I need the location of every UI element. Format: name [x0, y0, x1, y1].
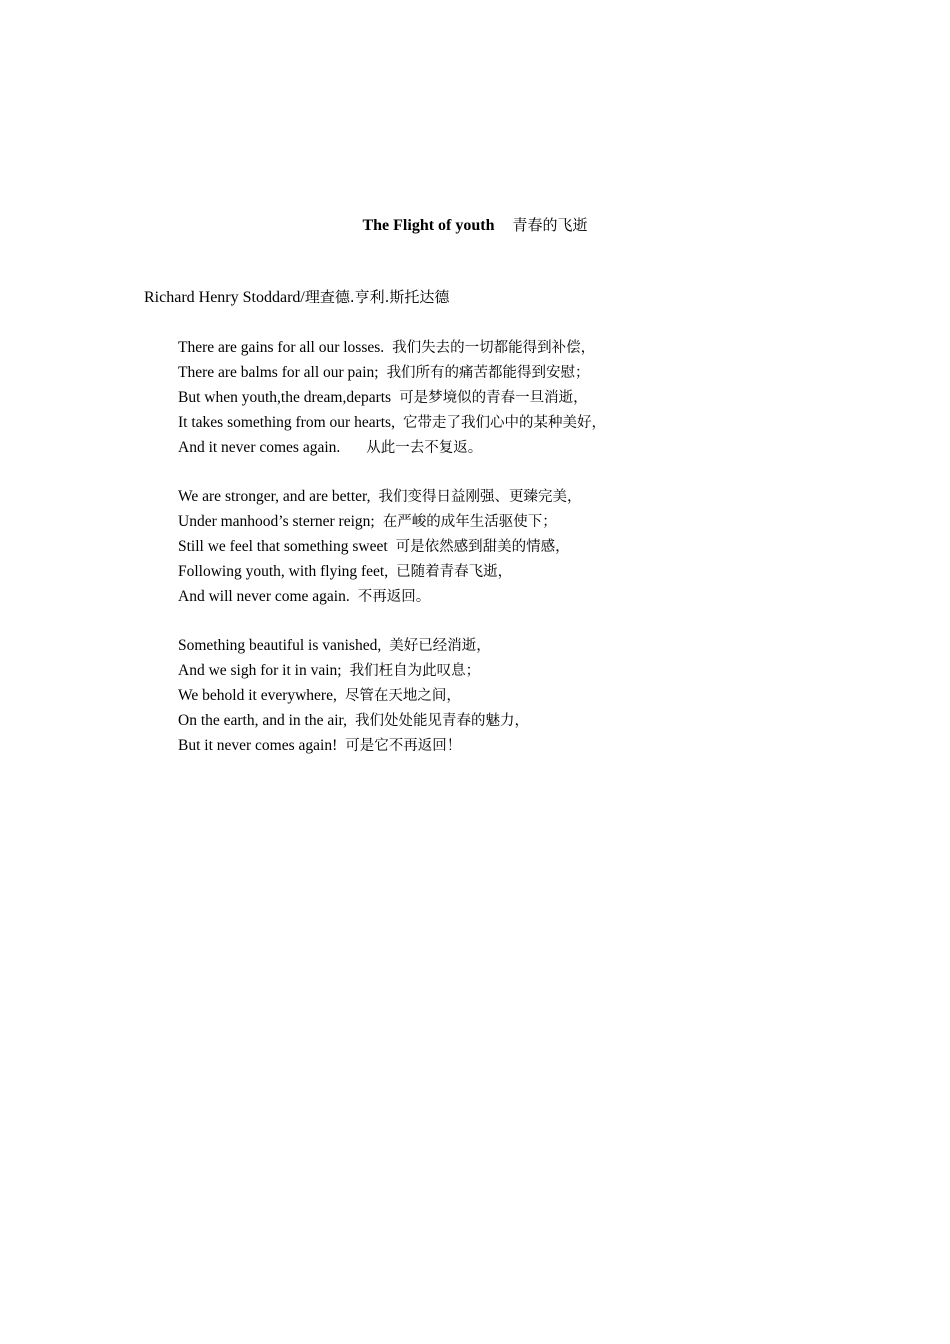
line-english: Still we feel that something sweet: [178, 538, 388, 555]
line-english: We behold it everywhere,: [178, 687, 337, 704]
line-english: There are gains for all our losses.: [178, 339, 385, 356]
author-name-chinese: 理查德.亨利.斯托达德: [304, 288, 450, 306]
poem-line: [178, 561, 798, 586]
poem-line: [178, 685, 798, 710]
poem-line: [178, 511, 798, 536]
line-chinese: 我们变得日益刚强、更臻完美，: [378, 489, 582, 505]
poem-line: [178, 635, 798, 660]
line-chinese: 我们枉自为此叹息；: [349, 663, 481, 679]
line-english: And will never come again.: [178, 588, 350, 605]
poem-line: [178, 437, 798, 462]
stanza-3: [178, 635, 798, 760]
line-english: We are stronger, and are better,: [178, 488, 371, 505]
author-line: [144, 286, 449, 309]
line-chinese: 从此一去不复返。: [366, 440, 483, 456]
line-chinese: 可是它不再返回！: [345, 738, 462, 754]
poem-line: [178, 660, 798, 685]
poem-line: [178, 412, 798, 437]
line-english: It takes something from our hearts,: [178, 414, 395, 431]
poem-line: [178, 387, 798, 412]
line-chinese: 可是梦境似的青春一旦消逝，: [399, 390, 588, 406]
poem-title: [0, 214, 950, 237]
poem-line: [178, 735, 798, 760]
line-english: Following youth, with flying feet,: [178, 563, 389, 580]
stanza-1: [178, 337, 798, 462]
author-name-english: Richard Henry Stoddard/: [144, 289, 305, 306]
poem-line: [178, 586, 798, 611]
poem-title-chinese: 青春的飞逝: [512, 216, 588, 234]
line-english: And it never comes again.: [178, 439, 341, 456]
stanza-2: [178, 486, 798, 611]
line-chinese: 我们失去的一切都能得到补偿，: [392, 340, 596, 356]
line-chinese: 已随着青春飞逝，: [396, 564, 513, 580]
line-chinese: 不再返回。: [357, 589, 431, 605]
line-english: Under manhood’s sterner reign;: [178, 513, 375, 530]
line-english: And we sigh for it in vain;: [178, 662, 342, 679]
line-chinese: 尽管在天地之间，: [344, 688, 461, 704]
line-chinese: 我们所有的痛苦都能得到安慰；: [386, 365, 590, 381]
line-english: Something beautiful is vanished,: [178, 637, 382, 654]
line-chinese: 我们处处能见青春的魅力，: [354, 713, 529, 729]
poem-title-english: The Flight of youth: [362, 217, 495, 234]
poem-line: [178, 486, 798, 511]
line-english: But when youth,the dream,departs: [178, 389, 392, 406]
line-chinese: 可是依然感到甜美的情感，: [395, 539, 570, 555]
line-english: On the earth, and in the air,: [178, 712, 347, 729]
line-english: There are balms for all our pain;: [178, 364, 379, 381]
poem-line: [178, 536, 798, 561]
line-chinese: 它带走了我们心中的某种美好，: [402, 415, 606, 431]
line-chinese: 美好已经消逝，: [389, 638, 491, 654]
poem-line: [178, 710, 798, 735]
line-english: But it never comes again!: [178, 737, 338, 754]
line-chinese: 在严峻的成年生活驱使下；: [382, 514, 557, 530]
poem-line: [178, 362, 798, 387]
poem-line: [178, 337, 798, 362]
